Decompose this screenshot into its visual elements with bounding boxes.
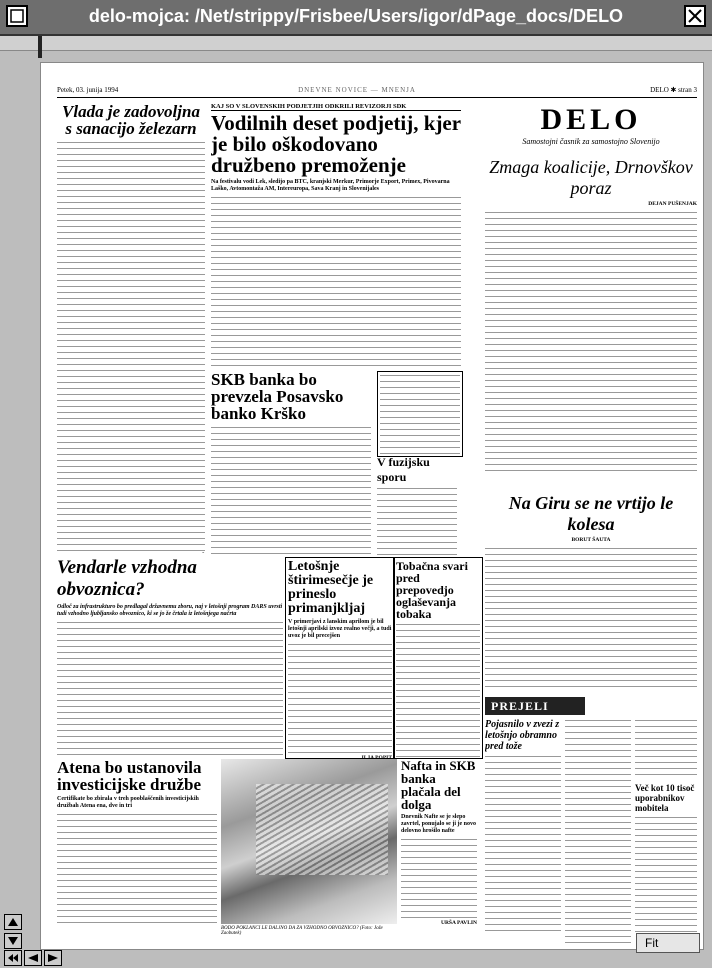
scroll-down-button[interactable] [4,933,22,949]
close-icon [686,7,704,25]
body-text [485,755,561,935]
lead: Certifikate bo zbirala v treh pooblaščenih investicijskih družbah Atena ena, dve in tri [57,796,199,809]
scroll-up-button[interactable] [4,914,22,930]
headline: Vendarle vzhodna obvoznica? [57,557,197,600]
folio-date: Petek, 03. junija 1994 [57,86,119,94]
body-text [288,643,392,753]
article-skb[interactable] [211,371,371,556]
article-vlada[interactable] [57,103,205,553]
body-text [377,487,457,555]
headline: Več kot 10 tisoč uporabnikov mobitela [635,783,695,813]
masthead-subtitle: Samostojni časnik za samostojno Slovenijo [522,137,660,146]
up-arrow-icon [8,918,18,926]
right-arrow-icon [48,954,58,962]
body-text [57,621,283,757]
photo-caption: BODO POKLANCI LE DALJNO DA ZA VZHODNO OBVOZNICO? (Foto: Jože Zaobutek) [221,926,383,936]
lead: Na festivalu vodi Lek, sledijo pa BTC, kranjski Merkur, Primorje Export, Primex, Pivovarna Laško, Avtomontaža AM, Intereuropa, Sava Kranj in Slovenijales [211,179,450,192]
photo-block [221,759,397,944]
page-tab-handle[interactable] [38,36,42,58]
highway-photo [221,759,397,924]
body-text [401,838,477,918]
left-arrow-icon [28,954,38,962]
fit-button[interactable] [636,933,700,953]
headline: Zmaga koalicije, Drnovškov poraz [489,157,693,198]
body-text [485,211,697,471]
lead: Odloč za infrastrukturo bo predlagal državnemu zboru, naj v letošnji program DARS uvrsti tudi vzhodno ljubljansko obvoznico, ki se jo že črtala iz letošnjega načrta [57,604,283,617]
byline: BORUT ŠAUTA [571,537,611,543]
article-vendarle[interactable] [57,557,283,757]
byline: URŠA PAVLIN [440,920,477,926]
folio-page: DELO ✱ stran 3 [650,86,697,94]
article-vodilnih[interactable] [211,103,461,368]
article-zmaga[interactable] [485,157,697,487]
article-vec[interactable] [635,719,697,944]
body-text [211,196,461,368]
folio-section: DNEVNE NOVICE — MNENJA [298,86,416,94]
banner-label: PREJELI [485,697,585,715]
headline: V fuzijsku sporu [377,455,430,484]
headline: Nafta in SKB banka plačala del dolga [401,759,476,812]
kicker: KAJ SO V SLOVENSKIH PODJETJIH ODKRILI REVIZORJI SDK [211,103,461,111]
close-button[interactable] [684,5,706,27]
headline: Na Giru se ne vrtijo le kolesa [508,493,674,534]
article-letosnje[interactable] [285,557,395,759]
article-nafta[interactable] [401,759,477,949]
article-nagiru[interactable] [485,493,697,693]
body-text [635,816,697,936]
body-text [57,813,217,923]
header-rule [57,97,697,98]
article-atena[interactable] [57,759,217,949]
box-fragment [377,371,463,457]
next-page-button[interactable] [44,950,62,966]
body-text [485,547,697,687]
window-title: delo-mojca: /Net/strippy/Frisbee/Users/igor/dPage_docs/DELO [88,6,624,26]
down-arrow-icon [8,937,18,945]
prev-page-button[interactable] [24,950,42,966]
headline: Letošnje štirimesečje je prineslo primanjkljaj [288,559,374,616]
page-folio [57,85,697,95]
body-text [57,141,205,551]
delo-logo: DELO [540,103,642,136]
headline: Tobačna svari pred prepovedjo oglaševanja tobaka [396,559,468,621]
delo-masthead [485,103,697,153]
fit-label: Fit [645,936,659,950]
headline: Vodilnih deset podjetij, kjer je bilo oškodovano družbeno premoženje [211,111,461,177]
first-page-button[interactable] [4,950,22,966]
letters-column [565,719,631,944]
byline: DEJAN PUŠENJAK [648,201,697,207]
article-pojasnilo[interactable] [485,719,561,944]
headline: Atena bo ustanovila investicijske družbe [57,759,202,794]
headline: Pojasnilo v zvezi z letošnjo obramno pred tože [485,719,560,752]
double-left-icon [8,954,18,962]
window-titlebar [0,0,712,36]
lead: Dnevnik Nafte se je slepo zavrtel, ponujalo se ji je novo delovno hrošilo nafte [401,814,476,834]
body-text [211,426,371,556]
article-vfuzije[interactable] [377,455,457,555]
lead: V primerjavi z lanskim aprilom je bil letošnji aprilski izvoz realno večji, a tudi uvoz je bil precejšen [288,619,392,639]
byline: ILJA POPIT [361,755,392,759]
article-tobacna[interactable] [393,557,483,759]
tab-strip [0,36,712,51]
body-text [396,623,480,759]
body-text-top [635,719,697,779]
headline: SKB banka bo prevzela Posavsko banko Krško [211,371,344,423]
prejeli-smo-banner [485,697,585,715]
headline: Vlada je zadovoljna s sanacijo železarn [62,103,200,138]
newspaper-page [40,62,704,950]
